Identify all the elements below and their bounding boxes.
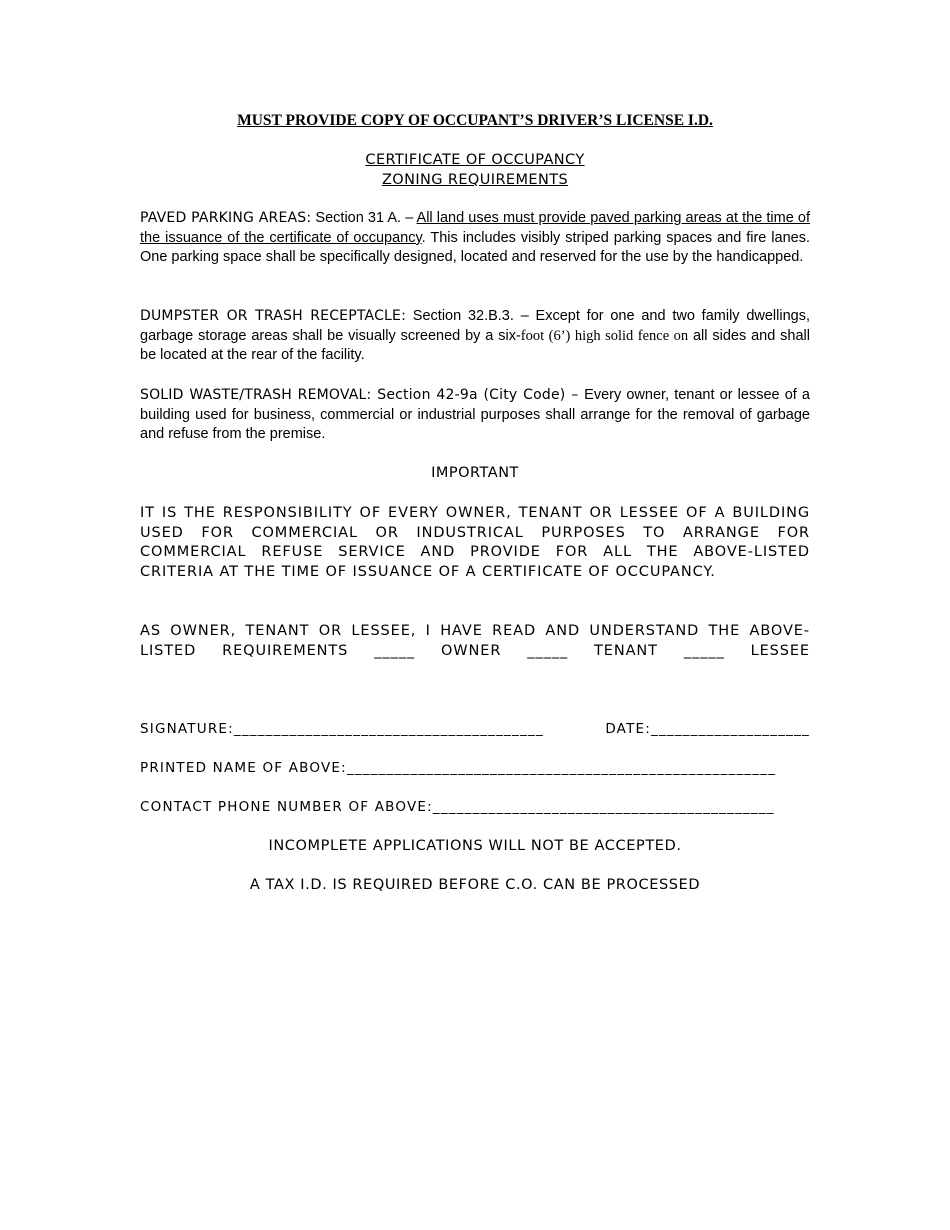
- paved-parking-section: Section 31 A. –: [311, 210, 417, 226]
- solid-waste-paragraph: [140, 386, 810, 445]
- solid-waste-section: Section 42-9a (City Code) –: [371, 387, 585, 403]
- dumpster-section: Section 32.B.3. –: [406, 308, 536, 324]
- date-field[interactable]: DATE:____________________: [605, 721, 810, 737]
- paved-parking-paragraph: [140, 209, 810, 268]
- dumpster-rest: all sides and shall be located at the rear of the facility.: [140, 327, 810, 364]
- signature-row: [140, 721, 810, 737]
- contact-phone-field[interactable]: CONTACT PHONE NUMBER OF ABOVE:___________________________________________: [140, 799, 775, 815]
- title-line-zoning: ZONING REQUIREMENTS: [381, 172, 569, 188]
- dumpster-fence-text: foot (6’) high solid fence on: [520, 327, 689, 344]
- solid-waste-heading: SOLID WASTE/TRASH REMOVAL:: [140, 387, 372, 403]
- important-heading: IMPORTANT: [431, 465, 519, 481]
- dumpster-paragraph: [140, 307, 810, 366]
- document-title: [140, 150, 810, 190]
- signature-field[interactable]: SIGNATURE:_______________________________________: [140, 721, 544, 737]
- paved-parking-requirement: All land uses must provide paved parking areas at the time of the issuance of the certificate of occupancy: [140, 210, 810, 246]
- dumpster-heading: DUMPSTER OR TRASH RECEPTACLE:: [140, 308, 407, 324]
- incomplete-applications-note: INCOMPLETE APPLICATIONS WILL NOT BE ACCEPTED.: [268, 838, 682, 854]
- license-requirement-note: MUST PROVIDE COPY OF OCCUPANT’S DRIVER’S LICENSE I.D.: [237, 112, 713, 129]
- solid-waste-text: Every owner, tenant or lessee of a building used for business, commercial or industrial purposes shall arrange for the removal of garbage and refuse from the premise.: [140, 387, 810, 443]
- paved-parking-heading: PAVED PARKING AREAS:: [140, 210, 312, 226]
- tax-id-note: A TAX I.D. IS REQUIRED BEFORE C.O. CAN BE PROCESSED: [249, 877, 701, 893]
- acknowledgement-statement: AS OWNER, TENANT OR LESSEE, I HAVE READ AND UNDERSTAND THE ABOVE-LISTED REQUIREMENTS _____ OWNER _____ TENANT _____ LESSEE: [140, 623, 810, 659]
- printed-name-field[interactable]: PRINTED NAME OF ABOVE:______________________________________________________: [140, 760, 777, 776]
- title-line-certificate: CERTIFICATE OF OCCUPANCY: [365, 152, 585, 168]
- paved-parking-details: . This includes visibly striped parking spaces and fire lanes. One parking space shall be specifically designed, located and reserved for the use by the handicapped.: [140, 229, 810, 266]
- dumpster-text: Except for one and two family dwellings, garbage storage areas shall be visually screened by a six-: [140, 308, 811, 344]
- responsibility-statement: IT IS THE RESPONSIBILITY OF EVERY OWNER, TENANT OR LESSEE OF A BUILDING USED FOR COMMERCIAL OR INDUSTRICAL PURPOSES TO ARRANGE FOR COMMERCIAL REFUSE SERVICE AND PROVIDE FOR ALL THE ABOVE-LISTED CRITERIA AT THE TIME OF ISSUANCE OF A CERTIFICATE OF OCCUPANCY.: [140, 505, 810, 580]
